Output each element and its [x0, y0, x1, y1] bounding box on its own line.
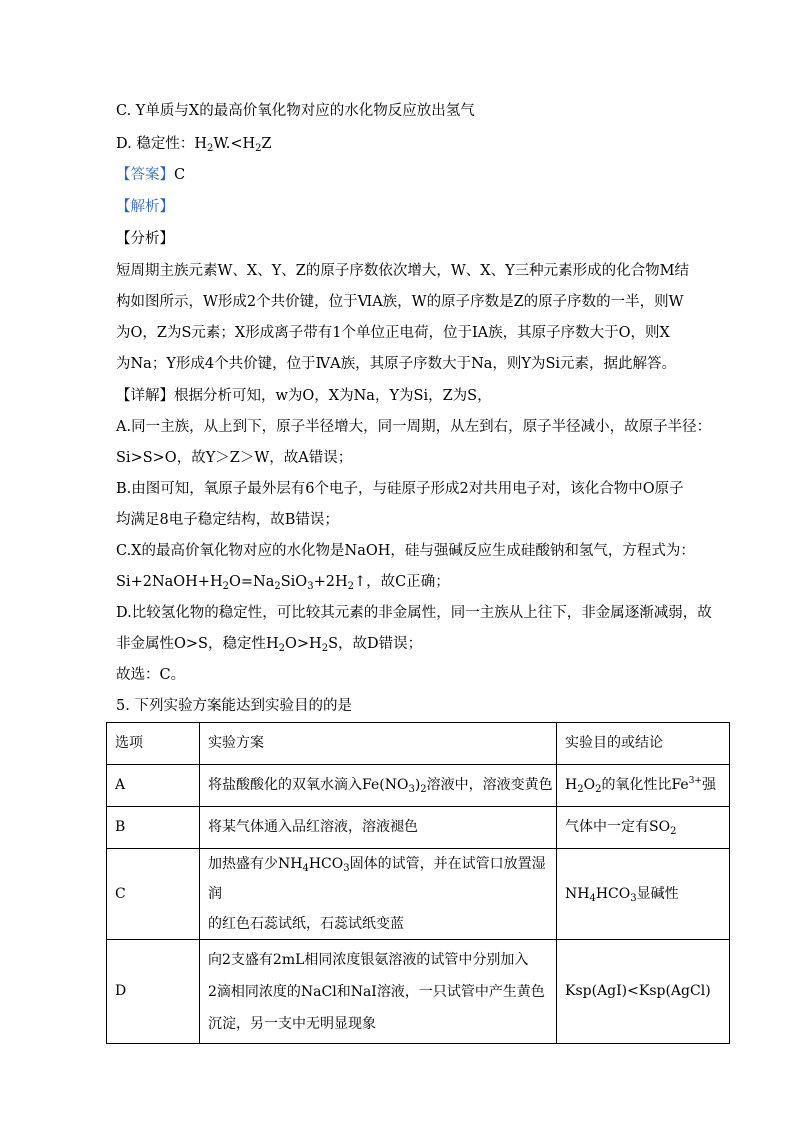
detail-a-line2: Si>S>O，故Y＞Z＞W，故A错误； [116, 450, 353, 466]
option-d-text [116, 134, 272, 154]
experiment-table [106, 722, 730, 1044]
fenxi-line: 构如图所示，W形成2个共价键，位于ⅥA族，W的原子序数是Z的原子序数的一半，则W [116, 294, 684, 310]
detail-d-line2 [116, 634, 422, 654]
fenxi-line: 为O，Z为S元素；X形成离子带有1个单位正电荷，位于ⅠA族，其原子序数大于O，则X [116, 325, 670, 341]
row-conclusion: 气体中一定有$SO_2$ [557, 807, 730, 849]
row-plan: 将盐酸酸化的双氧水滴入$Fe(NO_3)_2$溶液中，溶液变黄色 [200, 765, 557, 807]
row-option: A [107, 765, 200, 807]
answer-line [116, 165, 185, 185]
answer-tag: 【答案】 [116, 167, 174, 183]
answer-value: C [174, 167, 186, 183]
detail-d-line1: D.比较氢化物的稳定性，可比较其元素的非金属性，同一主族从上往下，非金属逐渐减弱，故 [116, 605, 712, 621]
detail-b-line2: 均满足8电子稳定结构，故B错误； [116, 512, 339, 528]
stability-formula: $H_2W.<H_2Z$ [194, 136, 272, 154]
row-conclusion: $NH_4HCO_3$显碱性 [557, 849, 730, 940]
header-conclusion: 实验目的或结论 [557, 723, 730, 765]
table-row [107, 807, 730, 849]
detail-b-line1: B.由图可知，氧原子最外层有6个电子，与硅原子形成2对共用电子对，该化合物中O原子 [116, 481, 684, 497]
silicon-equation: $Si+2NaOH+H_2O=Na_2SiO_3+2H_2↑$ [116, 574, 367, 592]
row-plan: 加热盛有少$NH_4HCO_3$固体的试管，并在试管口放置湿润 的红色石蕊试纸，石蕊试纸变蓝 [200, 849, 557, 940]
fenxi-line: 为Na；Y形成4个共价键，位于ⅣA族，其原子序数大于Na，则Y为Si元素，据此解答。 [116, 356, 677, 372]
option-c-text: C. Y单质与X的最高价氧化物对应的水化物反应放出氢气 [116, 103, 475, 119]
question5-stem: 5. 下列实验方案能达到实验目的的是 [116, 698, 352, 714]
table-row [107, 849, 730, 940]
row-option: C [107, 849, 200, 940]
detail-c-line2 [116, 572, 450, 592]
option-d-prefix: D. 稳定性： [116, 136, 195, 152]
fenxi-tag: 【分析】 [116, 231, 174, 247]
xiangjie-tag: 【详解】 [116, 388, 174, 404]
xiangjie-intro: 根据分析可知，w为O，X为Na，Y为Si，Z为S， [174, 388, 492, 404]
conclusion-line: 故选：C。 [116, 667, 186, 683]
row-conclusion: Ksp(AgI)<Ksp(AgCl) [557, 940, 730, 1044]
header-option: 选项 [107, 723, 200, 765]
header-plan: 实验方案 [200, 723, 557, 765]
detail-d-suffix: ，故D错误； [338, 636, 423, 652]
jiexi-tag: 【解析】 [116, 199, 174, 215]
xiangjie-line [116, 386, 492, 406]
detail-c-line1: C.X的最高价氧化物对应的水化物是NaOH，硅与强碱反应生成硅酸钠和氢气，方程式为： [116, 543, 695, 559]
detail-c-suffix: ，故C正确； [366, 574, 450, 590]
detail-a-line1: A.同一主族，从上到下，原子半径增大，同一周期，从左到右，原子半径减小，故原子半径： [116, 419, 712, 435]
row-option: B [107, 807, 200, 849]
table-header-row [107, 723, 730, 765]
fenxi-line: 短周期主族元素W、X、Y、Z的原子序数依次增大，W、X、Y三种元素形成的化合物M结 [116, 263, 690, 279]
row-option: D [107, 940, 200, 1044]
detail-d-prefix: 非金属性O>S，稳定性 [116, 636, 266, 652]
row-plan: 将某气体通入品红溶液，溶液褪色 [200, 807, 557, 849]
table-row [107, 940, 730, 1044]
stability-compare: $H_2O>H_2S$ [265, 636, 339, 654]
row-conclusion: $H_2O_2$的氧化性比$Fe^{3+}$强 [557, 765, 730, 807]
table-row [107, 765, 730, 807]
row-plan: 向2支盛有2mL相同浓度银氨溶液的试管中分别加入 2滴相同浓度的NaCl和NaI溶液，一只试管中产生黄色 沉淀，另一支中无明显现象 [200, 940, 557, 1044]
